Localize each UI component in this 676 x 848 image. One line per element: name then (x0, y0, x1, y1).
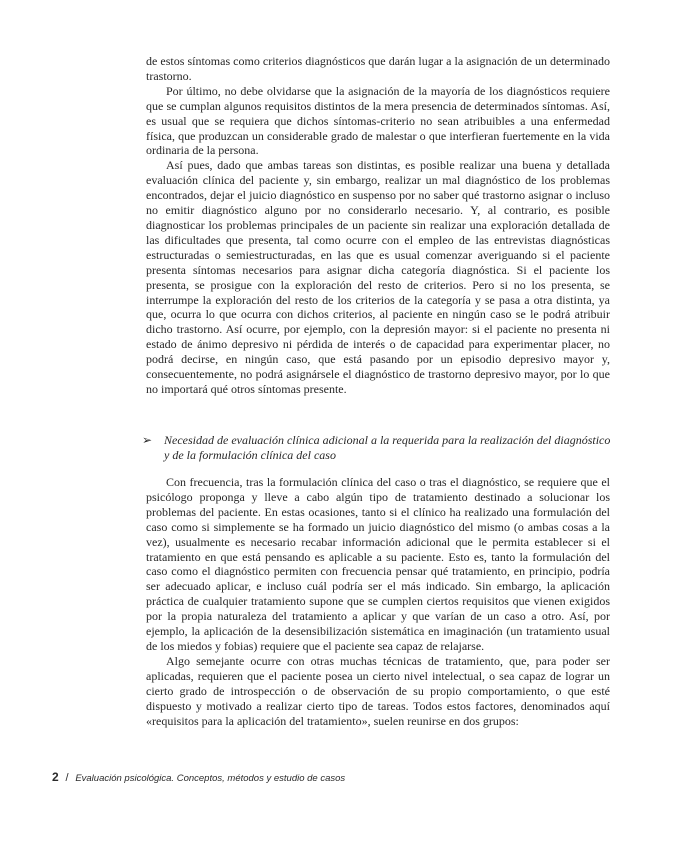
arrow-bullet-icon: ➢ (142, 433, 153, 447)
section-heading-text: Necesidad de evaluación clínica adicional a la requerida para la realización del diagnóstico y de la formulación clínica del caso (164, 433, 611, 462)
body-text-section-1 (146, 54, 610, 397)
paragraph: Con frecuencia, tras la formulación clínica del caso o tras el diagnóstico, se requiere que el psicólogo proponga y lleve a cabo algún tipo de tratamiento destinado a solucionar los problemas del paciente. En estas ocasiones, tanto si el clínico ha realizado una formulación del caso como si simplemente se ha formado un juicio diagnóstico del mismo (o ambas cosas a la vez), usualmente es necesario recabar información adicional que le permita establecer si el tratamiento en que está pensando es aplicable a su paciente. Esto es, tanto la formulación del caso como el diagnóstico permiten con frecuencia pensar qué tratamiento, en principio, podría ser adecuado aplicar, e incluso cuál podría ser el más indicado. Sin embargo, la aplicación práctica de cualquier tratamiento supone que se cumplen ciertos requisitos que vienen exigidos por la propia naturaleza del tratamiento a aplicar y que varían de un caso a otro. Así, por ejemplo, la aplicación de la desensibilización sistemática en imaginación (un tratamiento usual de los miedos y fobias) requiere que el paciente sea capaz de relajarse. (146, 475, 610, 653)
paragraph: Por último, no debe olvidarse que la asignación de la mayoría de los diagnósticos requiere que se cumplan algunos requisitos distintos de la mera presencia de determinados síntomas. Así, es usual que se requiera que dichos síntomas-criterio no sean atribuibles a una enfermedad física, que produzcan un considerable grado de malestar o que interfieran fuertemente en la vida ordinaria de la persona. (146, 83, 610, 158)
running-title: Evaluación psicológica. Conceptos, métodos y estudio de casos (75, 773, 346, 784)
page-footer (52, 770, 345, 784)
section-heading (142, 433, 616, 463)
paragraph: Así pues, dado que ambas tareas son distintas, es posible realizar una buena y detallada evaluación clínica del paciente y, sin embargo, realizar un mal diagnóstico de los problemas encontrados, dejar el juicio diagnóstico en suspenso por no saber qué trastorno asignar o incluso no emitir diagnóstico alguno por no considerarlo necesario. Y, al contrario, es posible diagnosticar los problemas principales de un paciente sin realizar una exploración detallada de las dificultades que presenta, tal como ocurre con el empleo de las entrevistas diagnósticas estructuradas o semiestructuradas, en las que es usual comenzar averiguando si el paciente presenta síntomas necesarios para asignar dicha categoría diagnóstica. Si el paciente los presenta, se prosigue con la exploración del resto de criterios. Pero si no los presenta, se interrumpe la exploración del resto de los criterios de la categoría y se pasa a otra distinta, ya que, ocurra lo que ocurra con dichos criterios, al paciente en ningún caso se le podrá atribuir dicho trastorno. Así ocurre, por ejemplo, con la depresión mayor: si el paciente no presenta ni estado de ánimo depresivo ni pérdida de interés o de capacidad para experimentar placer, no podrá decirse, en ningún caso, que está pasando por un episodio depresivo mayor y, consecuentemente, no podrá asignársele el diagnóstico de trastorno depresivo mayor, por lo que no importará qué otros síntomas presente. (146, 158, 610, 396)
page-number: 2 (52, 770, 59, 784)
paragraph: Algo semejante ocurre con otras muchas técnicas de tratamiento, que, para poder ser aplicadas, requieren que el paciente posea un cierto nivel intelectual, o sea capaz de lograr un cierto grado de introspección o de observación de su propio comportamiento, o que esté dispuesto y motivado a realizar cierto tipo de tareas. Todos estos factores, denominados aquí «requisitos para la aplicación del tratamiento», suelen reunirse en dos grupos: (146, 653, 610, 728)
body-text-section-2 (146, 475, 610, 728)
paragraph-continuation: de estos síntomas como criterios diagnósticos que darán lugar a la asignación de un determinado trastorno. (146, 54, 610, 83)
footer-separator: / (65, 772, 69, 784)
